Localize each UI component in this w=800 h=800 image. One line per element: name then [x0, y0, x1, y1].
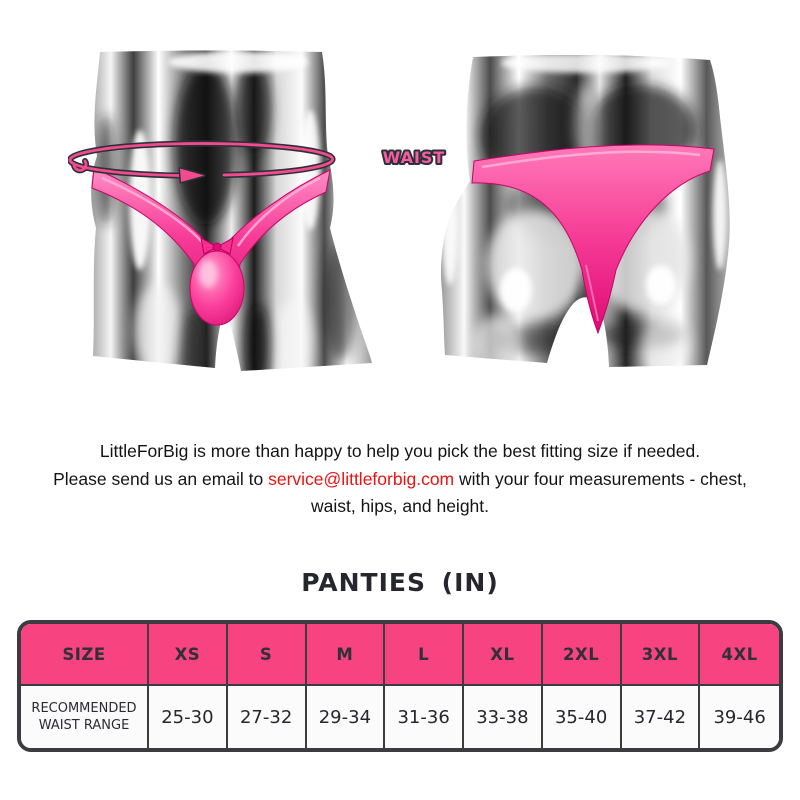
- size-chart-table: [17, 620, 783, 752]
- value-cell-l: 31-36: [385, 686, 464, 748]
- header-cell-xl: XL: [464, 624, 543, 684]
- size-chart-header-row: [21, 624, 779, 686]
- value-cell-3xl: 37-42: [622, 686, 701, 748]
- size-chart-value-row: [21, 686, 779, 748]
- help-line-2-before: Please send us an email to: [53, 468, 269, 489]
- waist-label: WAIST: [382, 148, 446, 167]
- header-cell-2xl: 2XL: [543, 624, 622, 684]
- header-cell-m: M: [307, 624, 386, 684]
- email-link[interactable]: service@littleforbig.com: [268, 468, 455, 489]
- front-mannequin-photo: [88, 50, 373, 375]
- value-cell-2xl: 35-40: [543, 686, 622, 748]
- help-line-2: [0, 466, 800, 494]
- help-line-3: waist, hips, and height.: [310, 496, 490, 516]
- value-cell-xs: 25-30: [149, 686, 228, 748]
- header-cell-s: S: [228, 624, 307, 684]
- value-cell-m: 29-34: [307, 686, 386, 748]
- header-cell-3xl: 3XL: [622, 624, 701, 684]
- header-cell-xs: XS: [149, 624, 228, 684]
- header-cell-size: SIZE: [21, 624, 149, 684]
- value-cell-xl: 33-38: [464, 686, 543, 748]
- sizing-help-text: [0, 438, 800, 521]
- value-cell-4xl: 39-46: [713, 706, 766, 728]
- size-chart-title: PANTIES (IN): [301, 568, 499, 597]
- help-line-2-after: with your four measurements - chest,: [454, 468, 747, 489]
- back-mannequin-photo: [436, 55, 734, 377]
- help-line-1: LittleForBig is more than happy to help you pick the best fitting size if needed.: [99, 441, 701, 461]
- row-label-cell: RECOMMENDED WAIST RANGE: [21, 686, 149, 748]
- waist-measure-arrow: [68, 138, 343, 188]
- header-cell-4xl: 4XL: [721, 644, 758, 664]
- value-cell-s: 27-32: [228, 686, 307, 748]
- waist-label-badge: [366, 142, 462, 172]
- header-cell-l: L: [385, 624, 464, 684]
